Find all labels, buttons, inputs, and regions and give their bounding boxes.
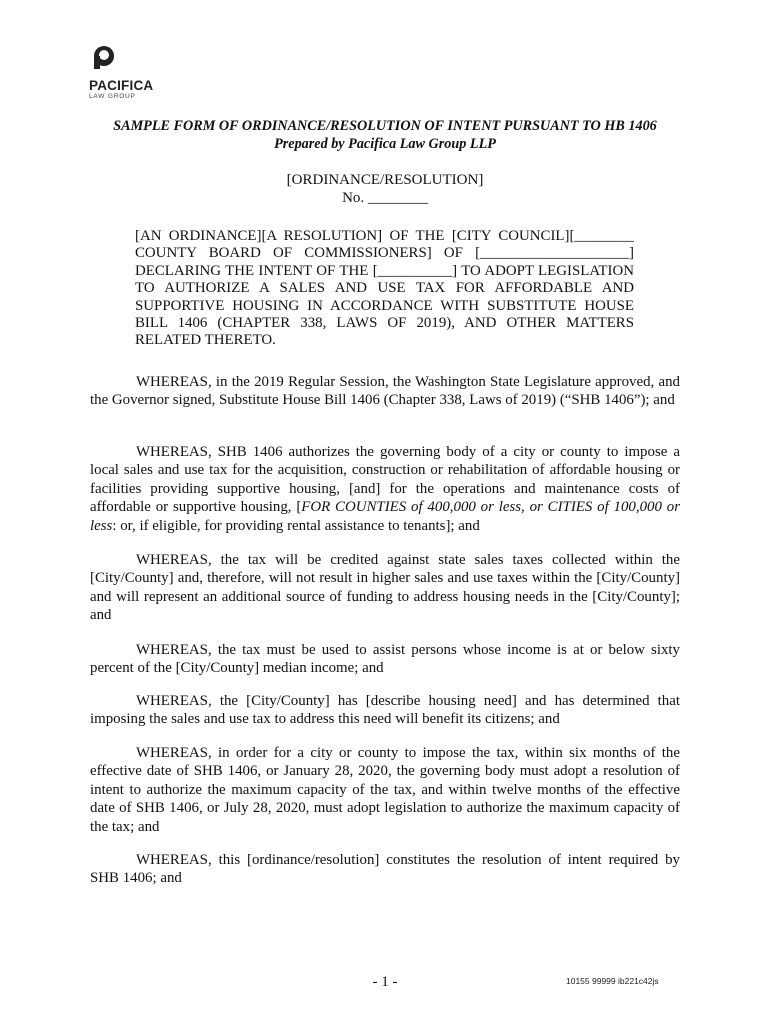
paragraph-2-text-b: : or, if eligible, for providing rental assistance to tenants]; and (112, 517, 480, 534)
whereas-paragraph-1: WHEREAS, in the 2019 Regular Session, the Washington State Legislature approved, and the Governor signed, Substitute House Bill 1406 (Chapter 338, Laws of 2019) (“SHB 1406”); and (90, 374, 680, 409)
whereas-paragraph-7: WHEREAS, this [ordinance/resolution] constitutes the resolution of intent required by SHB 1406; and (90, 852, 680, 887)
ordinance-caption: [AN ORDINANCE][A RESOLUTION] OF THE [CITY COUNCIL][________ COUNTY BOARD OF COMMISSIONERS] OF [____________________] DECLARING THE INTENT OF THE [__________] TO ADOPT LEGISLATION TO AUTHORIZE A SALES AND USE TAX FOR AFFORDABLE AND SUPPORTIVE HOUSING IN ACCORDANCE WITH SUBSTITUTE HOUSE BILL 1406 (CHAPTER 338, LAWS OF 2019), AND OTHER MATTERS RELATED THERETO. (135, 228, 634, 349)
whereas-paragraph-2 (90, 443, 680, 535)
paragraph-2-italic: FOR COUNTIES of 400,000 or less, or CITIES of 100,000 or less (90, 499, 680, 534)
paragraph-2-text-a: WHEREAS, SHB 1406 authorizes the governing body of a city or county to impose a local sales and use tax for the acquisition, construction or rehabilitation of affordable housing or facilities providing supportive housing, [and] for the operations and maintenance costs of affordable or supportive housing, [ (90, 444, 680, 516)
document-subtitle: Prepared by Pacifica Law Group LLP (274, 136, 496, 152)
whereas-paragraph-6: WHEREAS, in order for a city or county to impose the tax, within six months of the effective date of SHB 1406, or January 28, 2020, the governing body must adopt a resolution of intent to authorize the maximum capacity of the tax, and within twelve months of the effective date of SHB 1406, or July 28, 2020, must adopt legislation to authorize the maximum capacity of the tax; and (90, 745, 680, 835)
pacifica-logo (89, 44, 169, 100)
pacifica-mark-icon (91, 44, 117, 70)
logo-name: PACIFICA (89, 78, 154, 93)
logo-subtitle: LAW GROUP (89, 93, 136, 100)
page-number: - 1 - (372, 974, 398, 990)
document-type: [ORDINANCE/RESOLUTION] (286, 172, 484, 188)
whereas-paragraph-3: WHEREAS, the tax will be credited against state sales taxes collected within the [City/County] and, therefore, will not result in higher sales and use taxes within the [City/County] and will represent an additional source of funding to address housing needs in the [City/County]; and (90, 552, 680, 624)
document-title: SAMPLE FORM OF ORDINANCE/RESOLUTION OF INTENT PURSUANT TO HB 1406 (113, 118, 657, 134)
document-id: 10155 99999 ib221c42js (566, 976, 659, 986)
whereas-paragraph-4: WHEREAS, the tax must be used to assist persons whose income is at or below sixty percent of the [City/County] median income; and (90, 642, 680, 677)
document-number: No. ________ (342, 190, 428, 206)
whereas-paragraph-5: WHEREAS, the [City/County] has [describe housing need] and has determined that imposing the sales and use tax to address this need will benefit its citizens; and (90, 693, 680, 728)
